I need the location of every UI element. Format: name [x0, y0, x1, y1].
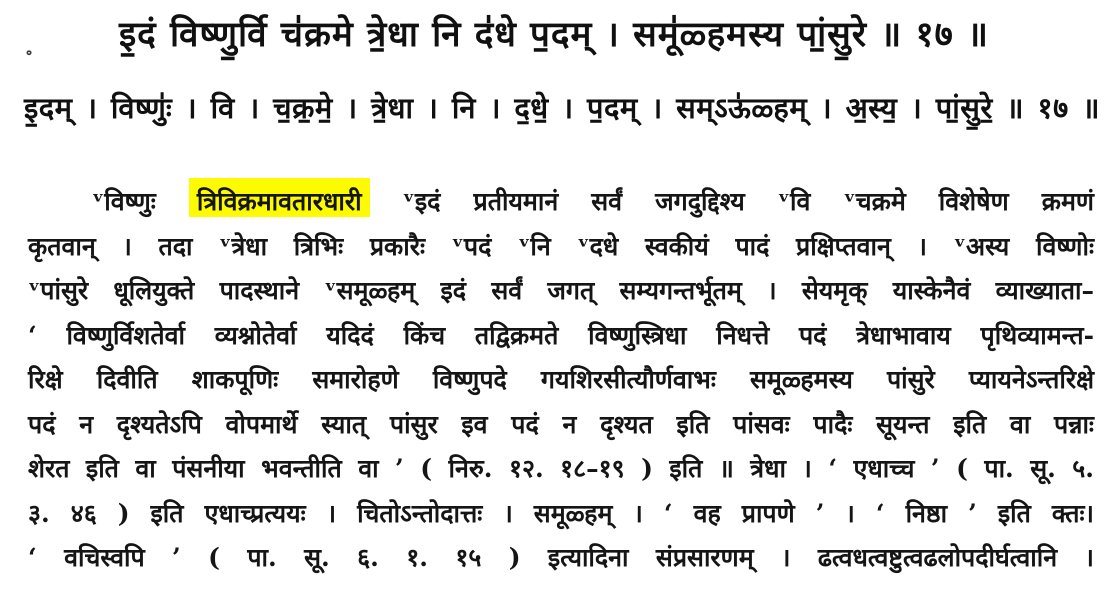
- commentary-line-1: [28, 180, 1094, 225]
- clipped-bottom-line: [28, 583, 828, 592]
- highlighted-phrase: त्रिविक्रमावतारधारी: [189, 178, 370, 217]
- commentary-line-5: रिक्षे दिवीति शाकपूणिः समारोहणे विष्णुपदे गयशिरसीत्यौर्णवाभः समूळ्हमस्य पांसुरे प्यायनेऽन्तरिक्षे: [28, 365, 1094, 394]
- commentary-line-8: ३. ४६ ) इति एधाच्प्रत्ययः । चितोऽन्तोदात्तः । समूळ्हम् । ‘ वह प्रापणे ’ । ‘ निष्ठा ’ इति क्तः।: [28, 498, 1094, 528]
- scan-artifact-mark: ॰: [24, 44, 34, 64]
- commentary-line-9: ‘ वचिस्वपि ’ ( पा. सू. ६. १. १५ ) इत्यादिना संप्रसारणम् । ढत्वधत्वष्टुत्वढलोपदीर्घत्वानि ।: [28, 543, 1094, 572]
- commentary-text-pre: ᵛविष्णुः: [92, 187, 189, 216]
- commentary-line-7: शेरत इति वा पंसनीया भवन्तीति वा ’ ( निरु. १२. १८–१९ ) इति ॥ त्रेधा । ‘ एधाच्च ’ ( पा. सू. ५.: [28, 454, 1094, 483]
- commentary-line-4: ‘ विष्णुर्विशतेर्वा व्यश्नोतेर्वा यदिदं किंच तद्विक्रमते विष्णुस्त्रिधा निधत्ते पदं त्रेधाभावाय पृथिव्यामन्त-: [28, 320, 1094, 350]
- commentary-text-post: ᵛइदं प्रतीयमानं सर्वं जगदुद्दिश्य ᵛवि ᵛचक्रमे विशेषेण क्रमणं: [369, 187, 1094, 216]
- clipped-text-remnant: [28, 583, 828, 592]
- verse-padapatha-line: इ॒दम् । विष्णुः॑ । वि । च॒क्र॒मे॒ । त्रे॒धा । नि । द॒धे॒ । प॒दम् । सम्ऽऊ॑ळ्हम् । अ॒स्य॒ । पां॒सु॒रे॒ ॥ १७ ॥: [24, 91, 1100, 125]
- commentary-block: [28, 180, 1094, 581]
- commentary-line-2: कृतवान् । तदा ᵛत्रेधा त्रिभिः प्रकारैः ᵛपदं ᵛनि ᵛदधे स्वकीयं पादं प्रक्षिप्तवान् । ᵛअस्य विष्णोः: [28, 231, 1094, 261]
- commentary-line-3: ᵛपांसुरे धूलियुक्ते पादस्थाने ᵛसमूळ्हम् इदं सर्वं जगत् सम्यगन्तर्भूतम् । सेयमृक् यास्केनैवं व्याख्याता–: [28, 276, 1094, 305]
- verse-samhita-line: इ॒दं विष्णु॒र्वि च॑क्रमे त्रे॒धा नि द॑धे प॒दम् । समू॑ळ्हमस्य पां॒सु॒रे ॥ १७ ॥: [118, 14, 990, 55]
- commentary-line-6: पदं न दृश्यतेऽपि वोपमार्थे स्यात् पांसुर इव पदं न दृश्यत इति पांसवः पादैः सूयन्त इति वा पन्नाः: [28, 409, 1094, 439]
